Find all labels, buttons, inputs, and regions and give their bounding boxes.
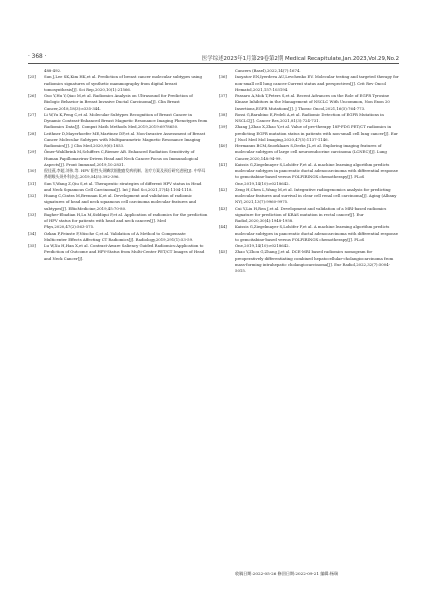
page-number: · 368 · [28,54,47,60]
journal-running-head: 医学综述2023年1月第29卷第2期 Medical Recapitulate,Jan.2023,Vol.29,No.2 [201,56,399,62]
reference-item [28,131,208,150]
page-header [0,0,427,70]
reference-number: [35] [28,243,36,248]
reference-item [28,93,208,112]
reference-continuation: Cancers (Basel),2022,14(7):1674. [235,68,301,73]
reference-text: Zeng H,Chen L,Wang M,et al. Integrative radiogenomics analysis for predicting molecular features and survival in clear cell renal cell carcinoma[J]. Aging (Albany NY),2021,13(7):9960-9975. [235,186,397,205]
reference-item [219,187,399,206]
reference-text: Cui Y,Liu H,Ren J,et al. Development and validation of a MRI-based radiomics signature for prediction of KRAS mutation in rectal cancer[J]. Eur Radiol,2020,30(4):1948-1958. [235,205,387,223]
reference-text: Zhang J,Zhao X,Zhao Y,et al. Value of pre-therapy 18F-FDG PET/CT radiomics in predicting EGFR mutation status in patients with non-small cell lung cancer[J]. Eur J Nucl Med Mol Imaging,2020,47(5):1137-1146. [235,124,398,142]
reference-number: [41] [219,161,227,167]
reference-number: [34] [28,230,36,236]
reference-text: Rossi G,Barabino E,Fedeli A,et al. Radiomic Detection of EGFR Mutations in NSCLC[J]. Cancer Res,2021,81(3):724-731. [235,111,384,123]
reference-text: Ozkan F,Feinste F,Nüsche C,et al. Validation of A Method to Compensate Multicenter Effects Affecting CT Radiomics[J]. Radiology,2019,291(1):53-59. [44,230,194,242]
received-dates: 收稿日期:2022-05-26 修回日期:2022-09-21 编辑:杨瑞 [235,571,339,576]
reference-number: [33] [28,211,36,217]
reference-text: Lu W,Xu H,Han X,et al. Contrast-Aware Saliency Guided Radiomics:Application to Prediction of Outcome and HPV-Status from Multi-Center PET/CT Images of Head and Neck Cancer[J]. [44,243,205,261]
reference-item [28,149,208,168]
reference-number: [37] [219,93,227,98]
reference-text: Hermanns BCM,Snoeklaars S,Derks JL,et al. Exploring imaging features of molecular subtypes of large cell neuroendocrine carcinoma (LCNEC)[J]. Lung Cancer,2020,148:94-99. [235,143,387,161]
reference-number: [32] [28,193,36,198]
reference-number: [29] [28,149,36,155]
reference-item [28,112,208,131]
reference-number: [27] [28,111,36,117]
reference-text: Huang C,Cintra M,Brennan K,et al. Development and validation of radiomic signatures of head and neck squamous cell carcinoma molecular features and subtypes[J]. EBioMedicine,2019,45:70-80. [44,193,197,211]
reference-item [28,181,208,194]
reference-item [219,74,399,93]
reference-text: Kaissis G,Ziegelmayer S,Lohöfer F,et al. A machine learning algorithm predicts molecular subtypes in pancreatic ductal adenocarcinoma with differential response to gemcitabine-based versus FOLFIRINOX chemotherapy[J]. PLoS One,2019,14(10):e0218642. [235,161,399,186]
reference-number: [42] [219,186,227,192]
reference-text: Passaro A,Mok T,Peters S,et al. Recent Advances on the Role of EGFR Tyrosine Kinase Inhibitors in the Management of NSCLC With Uncommon, Non Exon 20 Insertions,EGFR Mutations[J]. J Thorac Oncol,2021,16(5):764-773. [235,93,390,111]
reference-number: [36] [219,74,227,80]
reference-text: Bagher-Ebadian H,Lu M,Siddiqui F,et al. Application of radiomics for the prediction of HPV status for patients with head and neck cancers[J]. Med Phys,2020,47(2):563-575. [44,211,208,230]
reference-text: Li W,Yu K,Feng C,et al. Molecular Subtypes Recognition of Breast Cancer in Dynamic Contrast-Enhanced Breast Magnetic Resonance Imaging Phenotypes from Radiomics Data[J]. Comput Math Methods Med,2019,2019:6978650. [44,111,208,130]
reference-item [219,112,399,125]
reference-text: Zhao Y,Zhou G,Zhang J,et al. DCE-MRI based radiomics nomogram for preoperatively differentiating combined hepatocellular-cholangiocarcinoma from mass-forming intrahepatic cholangiocarcinoma[J]. Eur Radiol,2022,32(7):5004-5015. [235,249,394,273]
reference-list-left [28,74,208,262]
reference-item [219,249,399,274]
header-rule [28,63,399,64]
reference-item [219,206,399,225]
reference-continuation: 488-492. [44,68,62,73]
reference-item [28,212,208,231]
reference-number: [25] [28,74,36,80]
reference-item [219,124,399,143]
reference-text: Sun J,Lee SK,Kim HK,et al. Prediction of breast cancer molecular subtypes using radiomics signatures of synthetic mammography from digital breast tomosynthesis[J]. Sci Rep,2020,10(1):21566. [44,74,202,92]
reference-number: [40] [219,143,227,148]
reference-number: [30] [28,168,36,173]
reference-item [28,243,208,262]
reference-number: [39] [219,124,227,130]
reference-item [219,224,399,249]
reference-number: [44] [219,224,227,230]
reference-number: [26] [28,93,36,98]
reference-number: [31] [28,180,36,186]
reference-text: Inoyatov EN,Iyerdeva AU,Levchenko EV. Molecular testing and targeted therapy for non-small cell lung cancer:Current status and perspectives[J]. Crit Rev Oncol Hematol,2021,157:103194. [235,74,399,92]
reference-text: Ömer-Wahlbrink M,Schiffers C,Riemer AB. Enhanced Radiation Sensitivity of Human Papillomavirus-Driven Head and Neck Cancer:Focus on Immunological Aspects[J]. Front Immunol,2019,10:2831. [44,149,199,167]
reference-item [28,168,208,181]
reference-text: 倪佳燕,李超,刘伟,等. HPV 阳性头颈鳞状细胞癌发病机制、治疗方案及预后研究进展[J]. 中华耳鼻咽喉头颈外科杂志,2019,54(5):392-396. [44,168,206,180]
reference-item [219,93,399,112]
reference-item [28,193,208,212]
reference-item [219,162,399,187]
reference-item [28,74,208,93]
reference-list-right [219,74,399,274]
reference-text: Kaissis G,Ziegelmayer S,Lohöfer F,et al. A machine learning algorithm predicts molecular subtypes in pancreatic ductal adenocarcinoma with differential response to gemcitabine-based versus FOLFIRINOX chemotherapy[J]. PLoS One,2019,14(10):e0218642. [235,224,399,248]
reference-text: Guo Y,Hu Y,Qiao M,et al. Radiomics Analysis on Ultrasound for Prediction of Biologic Behavior in Breast Invasive Ductal Carcinoma[J]. Clin Breast Cancer,2018,18(3):e335-344. [44,93,193,111]
reference-number: [43] [219,205,227,211]
reference-number: [28] [28,130,36,136]
reference-item [219,143,399,162]
reference-item [28,231,208,244]
reference-text: Sun Y,Wang Z,Qiu S,et al. Therapeutic strategies of different HPV status in Head and Neck Squamous Cell Carcinoma[J]. Int J Biol Sci,2021,17(4):1104-1118. [44,180,202,192]
reference-column-left [28,68,208,262]
reference-number: [38] [219,111,227,117]
reference-number: [45] [219,249,227,255]
reference-column-right [219,68,399,274]
reference-text: Leithner D,Mayerhoefer ME,Martinez DF,et al. Non-Invasive Assessment of Breast Cancer Molecular Subtypes with Multiparametric Magnetic Resonance Imaging Radiomics[J]. J Clin Med,2020,9(6):1853. [44,130,206,148]
